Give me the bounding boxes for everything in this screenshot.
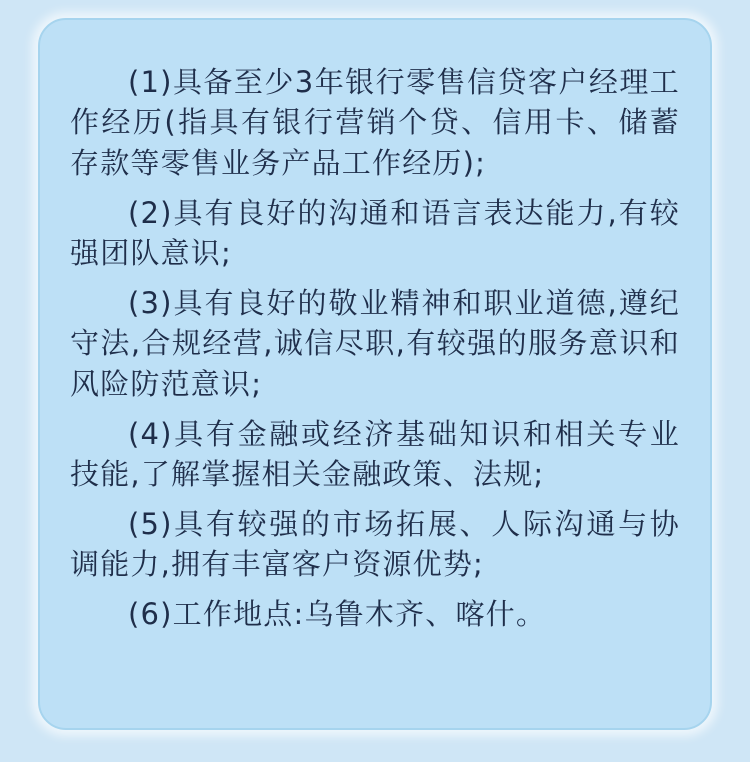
requirements-list [70, 62, 680, 644]
requirements-card [38, 18, 712, 730]
requirement-item-3: (3)具有良好的敬业精神和职业道德,遵纪守法,合规经营,诚信尽职,有较强的服务意识和风险防范意识; [70, 286, 680, 401]
requirement-item-2: (2)具有良好的沟通和语言表达能力,有较强团队意识; [70, 195, 680, 271]
requirement-item-1: (1)具备至少3年银行零售信贷客户经理工作经历(指具有银行营销个贷、信用卡、储蓄存款等零售业务产品工作经历); [70, 65, 680, 180]
requirement-item-4: (4)具有金融或经济基础知识和相关专业技能,了解掌握相关金融政策、法规; [70, 416, 680, 492]
requirement-item-5: (5)具有较强的市场拓展、人际沟通与协调能力,拥有丰富客户资源优势; [70, 507, 680, 582]
requirement-item-6: (6)工作地点:乌鲁木齐、喀什。 [128, 597, 547, 632]
